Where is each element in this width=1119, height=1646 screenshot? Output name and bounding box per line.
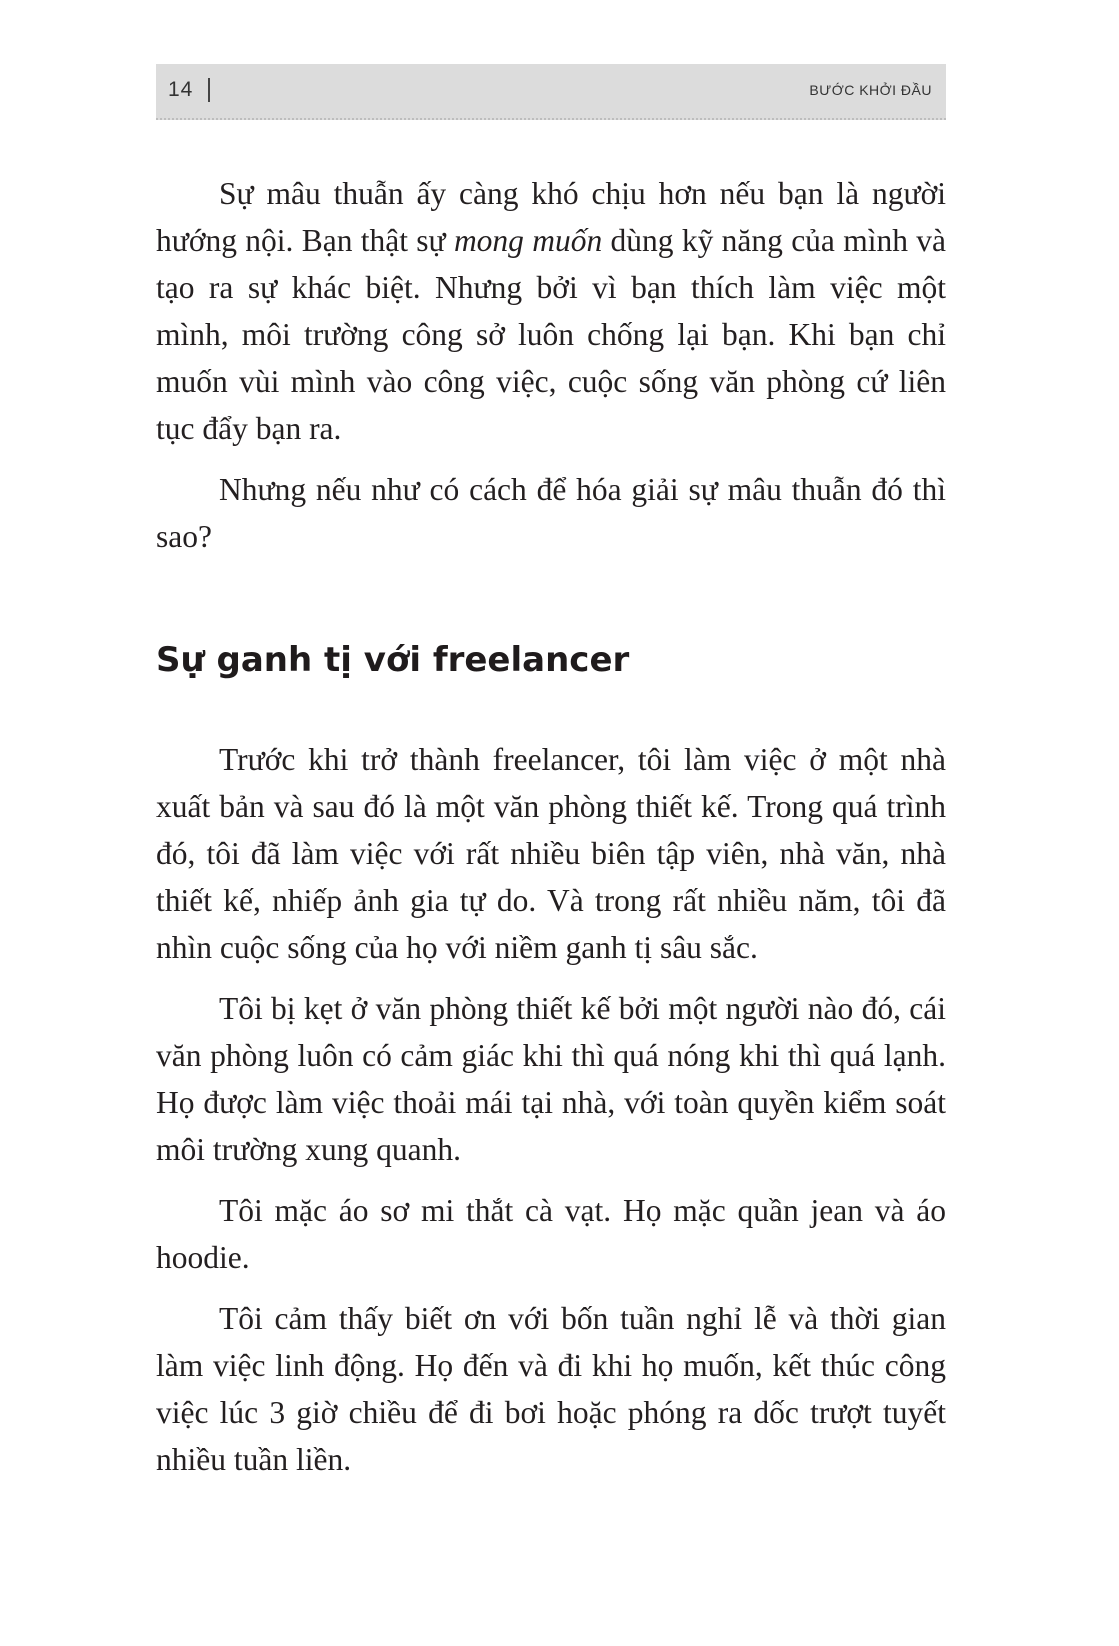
paragraph-office: Tôi bị kẹt ở văn phòng thiết kế bởi một người nào đó, cái văn phòng luôn có cảm giác khi thì quá nóng khi thì quá lạnh. Họ được làm việc thoải mái tại nhà, với toàn quyền kiểm soát môi trường xung quanh.: [156, 991, 946, 1167]
paragraph-before-freelance: Trước khi trở thành freelancer, tôi làm việc ở một nhà xuất bản và sau đó là một văn phòng thiết kế. Trong quá trình đó, tôi đã làm việc với rất nhiều biên tập viên, nhà văn, nhà thiết kế, nhiếp ảnh gia tự do. Và trong rất nhiều năm, tôi đã nhìn cuộc sống của họ với niềm ganh tị sâu sắc.: [156, 742, 946, 965]
header-divider: [208, 78, 210, 102]
running-title: BƯỚC KHỞI ĐẦU: [809, 82, 932, 98]
running-header: [156, 64, 946, 120]
section-heading: Sự ganh tị với freelancer: [156, 640, 630, 680]
page-number: 14: [168, 78, 194, 101]
paragraph-clothing: Tôi mặc áo sơ mi thắt cà vạt. Họ mặc quần jean và áo hoodie.: [156, 1193, 946, 1275]
paragraph-schedule: Tôi cảm thấy biết ơn với bốn tuần nghỉ lễ và thời gian làm việc linh động. Họ đến và đi khi họ muốn, kết thúc công việc lúc 3 giờ chiều để đi bơi hoặc phóng ra dốc trượt tuyết nhiều tuần liền.: [156, 1301, 946, 1477]
emphasis-text: mong muốn: [453, 223, 603, 258]
paragraph-text: dùng kỹ năng của mình và tạo ra sự khác biệt. Nhưng bởi vì bạn thích làm việc một mình, môi trường công sở luôn chống lại bạn. Khi bạn chỉ muốn vùi mình vào công việc, cuộc sống văn phòng cứ liên tục đẩy bạn ra.: [156, 223, 946, 446]
paragraph-question: Nhưng nếu như có cách để hóa giải sự mâu thuẫn đó thì sao?: [156, 472, 946, 554]
paragraph-introvert-conflict: [156, 170, 946, 452]
paragraph-text: Sự mâu thuẫn ấy càng khó chịu hơn nếu bạn là người hướng nội. Bạn thật sự: [156, 176, 946, 258]
page-body: [156, 170, 946, 1483]
